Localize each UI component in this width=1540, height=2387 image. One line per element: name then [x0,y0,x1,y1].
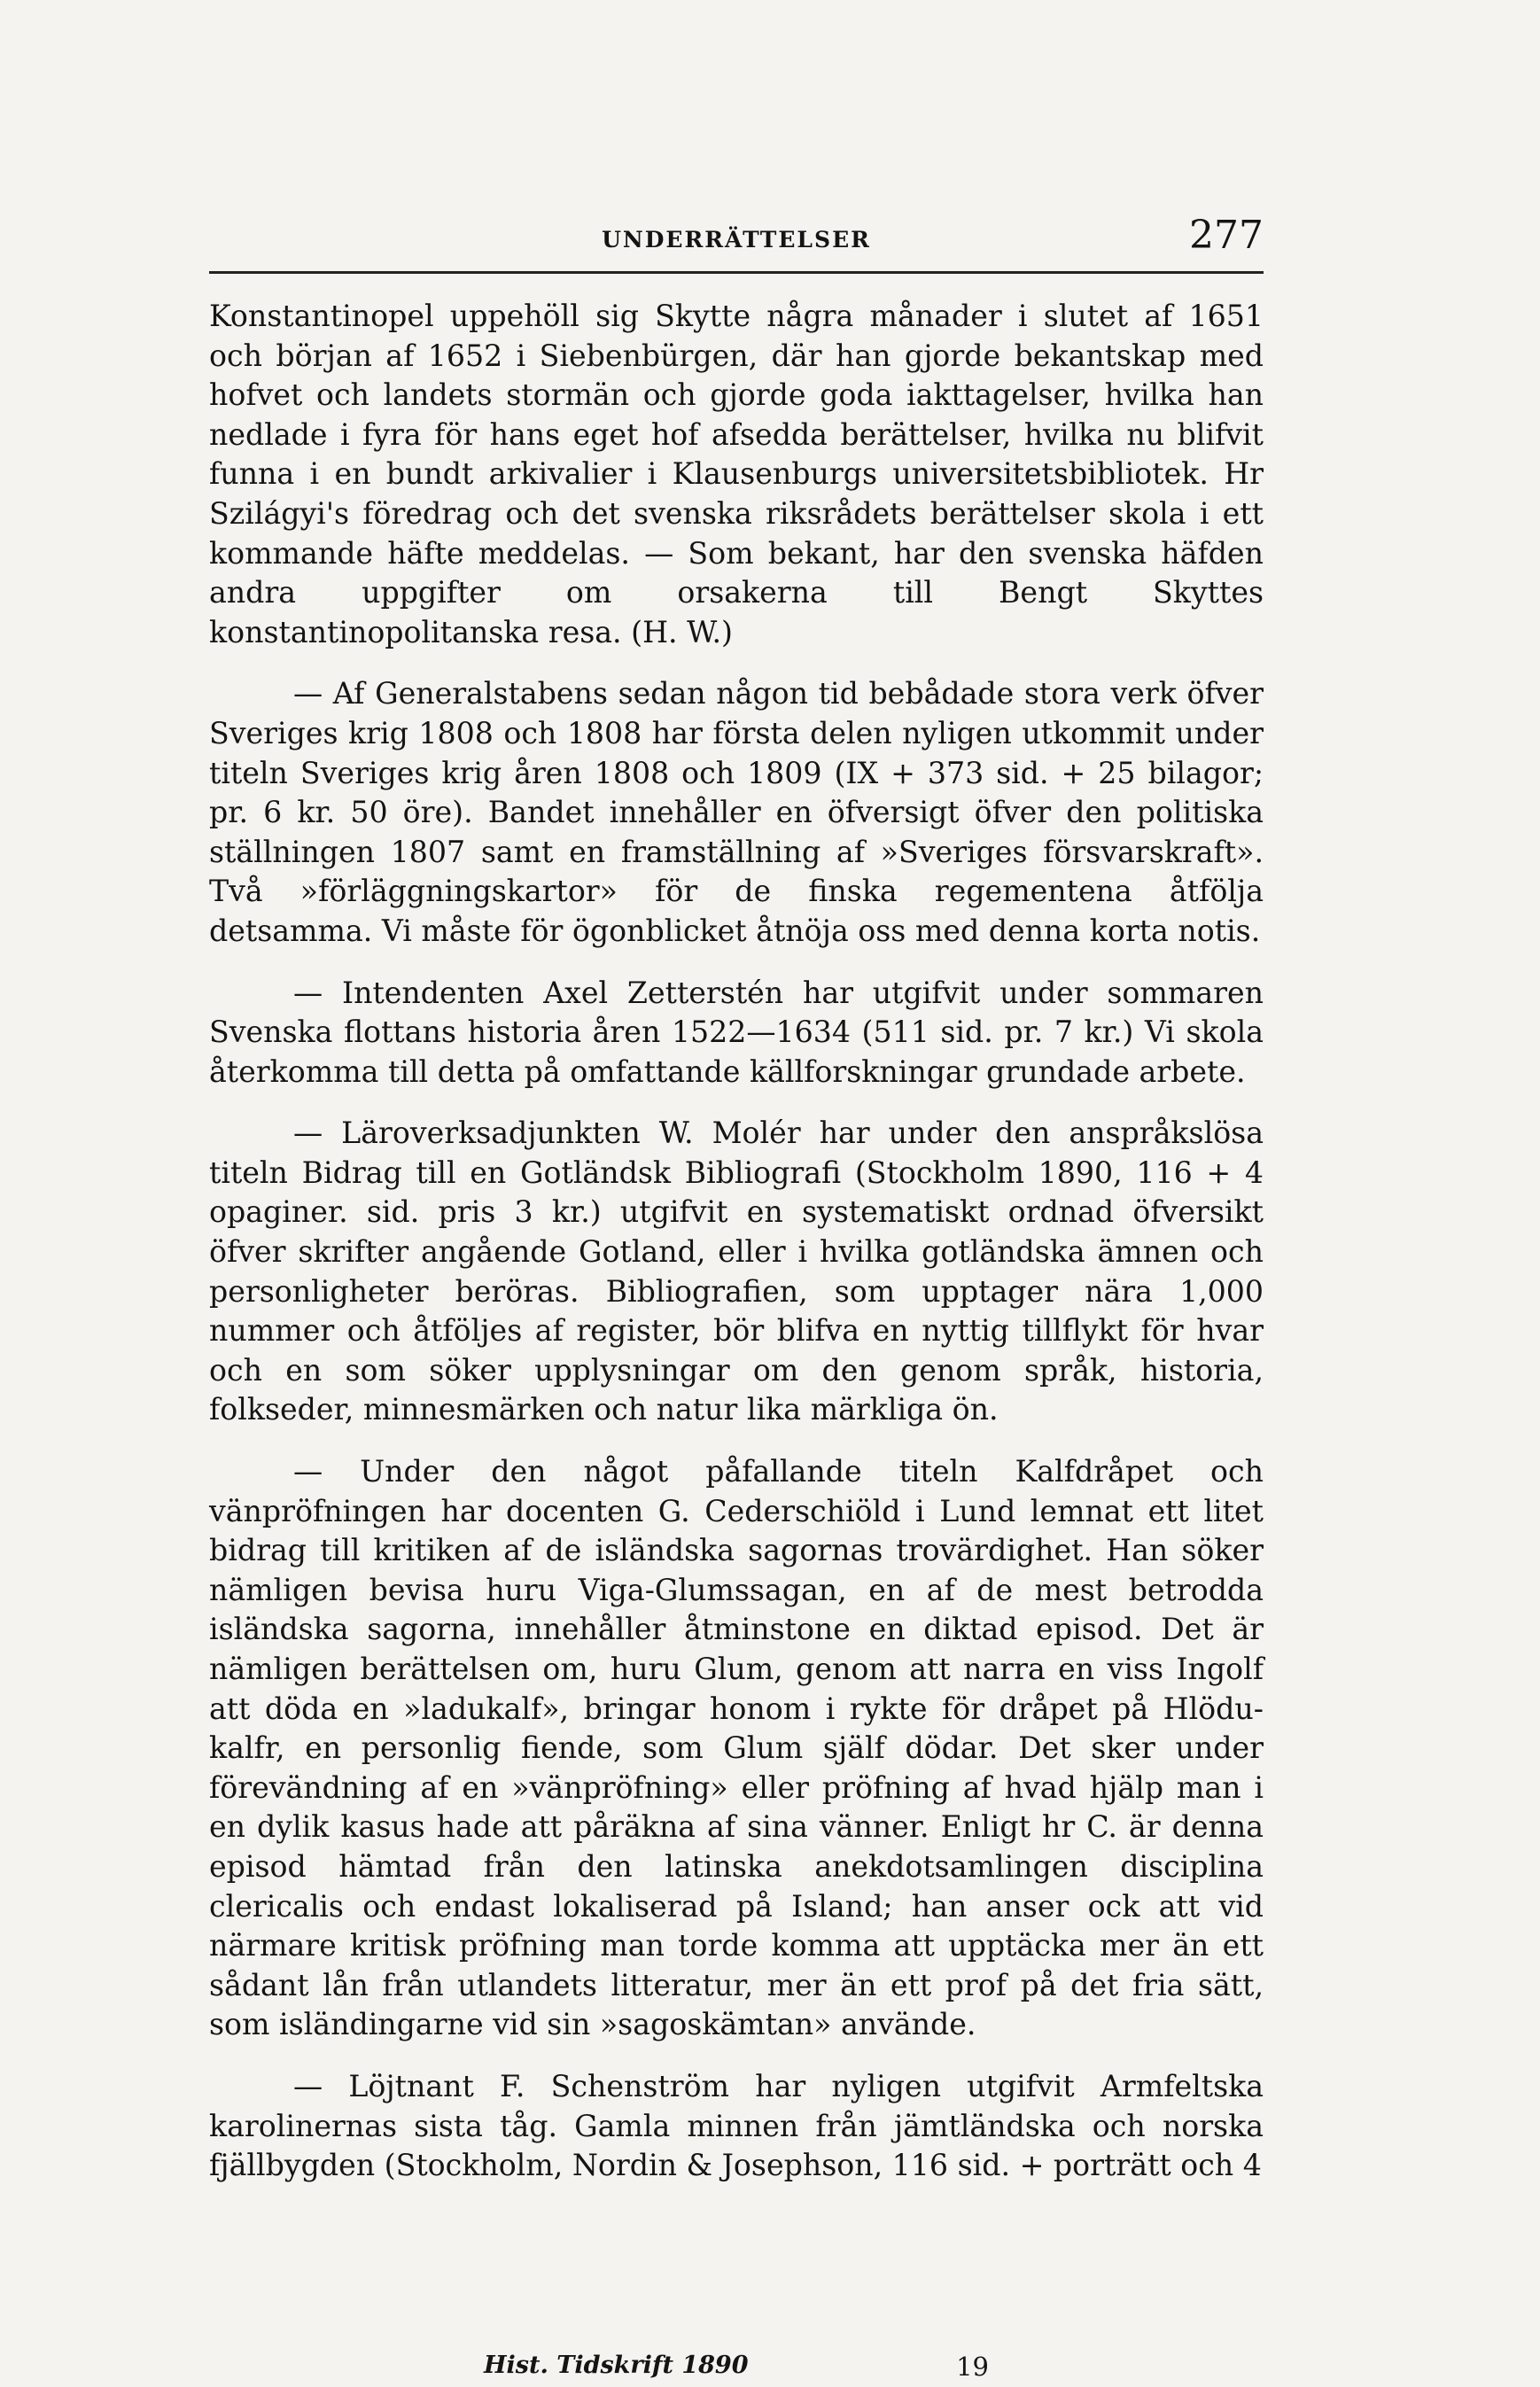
paragraph-cederschiold: — Under den något påfallande titeln Kalfdråpet och vänpröfningen har docenten G. Cederschiöld i Lund lemnat ett litet bidrag till kritiken af de isländska sagornas trovärdighet. Han söker nämligen bevisa huru Viga-Glumssagan, en af de mest betrodda isländska sagorna, innehåller åtminstone en diktad episod. Det är nämligen berättelsen om, huru Glum, genom att narra en viss Ingolf att döda en »ladukalf», bringar honom i rykte för dråpet på Hlödu-kalfr, en personlig fiende, som Glum själf dödar. Det sker under förevändning af en »vänpröfning» eller pröfning af hvad hjälp man i en dylik kasus hade att påräkna af sina vänner. Enligt hr C. är denna episod hämtad från den latinska anekdotsamlingen disciplina clericalis och endast lokaliserad på Island; han anser ock att vid närmare kritisk pröfning man torde komma att upptäcka mer än ett sådant lån från utlandets litteratur, mer än ett prof på det fria sätt, som isländingarne vid sin »sagoskämtan» använde. [209,1454,1264,2042]
paragraph-continuation: Konstantinopel uppehöll sig Skytte några månader i slutet af 1651 och början af 1652 i Siebenbürgen, där han gjorde bekantskap med hofvet och landets stormän och gjorde goda iakttagelser, hvilka han nedlade i fyra för hans eget hof afsedda berättelser, hvilka nu blifvit funna i en bundt arkivalier i Klausenburgs universitetsbibliotek. Hr Szilágyi's föredrag och det svenska riksrådets berättelser skola i ett kommande häfte meddelas. — Som bekant, har den svenska häfden andra uppgifter om orsakerna till Bengt Skyttes konstantinopolitanska resa. (H. W.) [209,299,1264,649]
running-title: UNDERRÄTTELSER [602,227,871,253]
body-text [209,297,1264,2186]
page [209,209,1264,2382]
footer-sheet-number: 19 [956,2352,989,2382]
page-number: 277 [1189,213,1264,258]
paragraph-generalstaben: — Af Generalstabens sedan någon tid bebådade stora verk öfver Sveriges krig 1808 och 1808 har första delen nyligen utkommit under titeln Sveriges krig åren 1808 och 1809 (IX + 373 sid. + 25 bilagor; pr. 6 kr. 50 öre). Bandet innehåller en öfversigt öfver den politiska ställningen 1807 samt en framställning af »Sveriges försvarskraft». Två »förläggningskartor» för de finska regementena åtfölja detsamma. Vi måste för ögonblicket åtnöja oss med denna korta notis. [209,676,1264,948]
footer-signature: Hist. Tidskrift 1890 [484,2352,749,2379]
paragraph-schenstrom: — Löjtnant F. Schenström har nyligen utgifvit Armfeltska karolinernas sista tåg. Gamla minnen från jämtländska och norska fjällbygden (Stockholm, Nordin & Josephson, 116 sid. + porträtt och 4 [209,2068,1264,2183]
paragraph-zettersten: — Intendenten Axel Zetterstén har utgifvit under sommaren Svenska flottans historia åren 1522—1634 (511 sid. pr. 7 kr.) Vi skola återkomma till detta på omfattande källforskningar grundade arbete. [209,975,1264,1089]
page-footer [209,2352,1264,2387]
running-header [209,209,1264,274]
paragraph-moler: — Läroverksadjunkten W. Molér har under den anspråkslösa titeln Bidrag till en Gotländsk Bibliografi (Stockholm 1890, 116 + 4 opaginer. sid. pris 3 kr.) utgifvit en systematiskt ordnad öfversikt öfver skrifter angående Gotland, eller i hvilka gotländska ämnen och personligheter beröras. Bibliografien, som upptager nära 1,000 nummer och åtföljes af register, bör blifva en nyttig tillflykt för hvar och en som söker upplysningar om den genom språk, historia, folkseder, minnesmärken och natur lika märkliga ön. [209,1116,1264,1427]
